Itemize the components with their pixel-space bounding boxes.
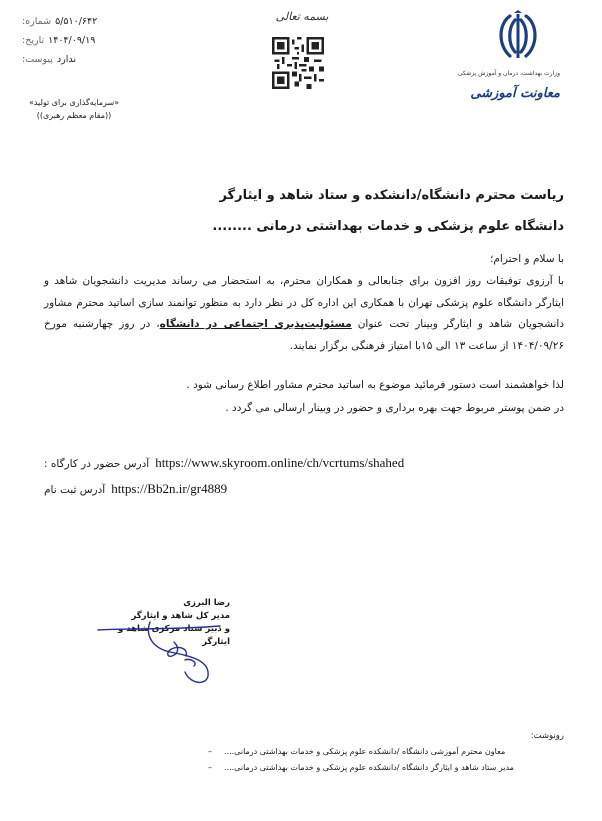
motto-line2: ((مقام معظم رهبری)) bbox=[36, 111, 112, 120]
letter-date-row bbox=[22, 31, 132, 50]
letter-attachment-label: پیوست: bbox=[22, 54, 53, 65]
letter-date-label: تاریخ: bbox=[22, 35, 45, 46]
letter-number-value: ۵/۵۱۰/۶۴۲ bbox=[55, 16, 98, 27]
webinar-title: مسئولیت‌پذیری اجتماعی در دانشگاه bbox=[159, 318, 352, 330]
letter-date-value: ۱۴۰۴/۰۹/۱۹ bbox=[48, 35, 96, 46]
workshop-link-row bbox=[44, 455, 564, 471]
department-name: معاونت آموزشی bbox=[470, 86, 560, 101]
cc-dash: – bbox=[208, 747, 212, 756]
request-line: لذا خواهشمند است دستور فرمائید موضوع به اساتید محترم مشاور اطلاع رسانی شود . bbox=[186, 379, 564, 391]
cc-item bbox=[204, 747, 564, 756]
body-paragraph bbox=[44, 271, 564, 357]
poster-line: در ضمن پوستر مربوط جهت بهره برداری و حضور در وبینار ارسالی می گردد . bbox=[225, 402, 564, 414]
letter-meta bbox=[22, 12, 132, 69]
letter-number-label: شماره: bbox=[22, 16, 52, 27]
signer-name: رضا البرزی bbox=[183, 598, 230, 608]
qr-code-icon bbox=[272, 37, 324, 89]
addressee-line2: دانشگاه علوم پزشکی و خدمات بهداشتی درمانی ........ bbox=[212, 219, 564, 234]
registration-link-label: آدرس ثبت نام bbox=[44, 484, 106, 496]
addressee bbox=[124, 180, 564, 242]
workshop-link[interactable]: https://www.skyroom.online/ch/vcrtums/shahed bbox=[155, 455, 405, 470]
letter-attachment-row bbox=[22, 50, 132, 69]
cc-item-text: مدیر ستاد شاهد و ایثارگر دانشگاه /دانشکده علوم پزشکی و خدمات بهداشتی درمانی.... bbox=[224, 763, 514, 772]
addressee-line1: ریاست محترم دانشگاه/دانشکده و ستاد شاهد و ایثارگر bbox=[219, 188, 564, 203]
workshop-link-label: آدرس حضور در کارگاه : bbox=[44, 458, 150, 470]
letter-attachment-value: ندارد bbox=[56, 54, 77, 65]
registration-link[interactable]: https://Bb2n.ir/gr4889 bbox=[111, 481, 228, 496]
handwritten-signature-icon bbox=[90, 600, 240, 690]
body-text-part2: ، در روز چهارشنبه مورخ ۱۴۰۴/۰۹/۲۶ از ساعت ۱۳ الی ۱۵با امتیاز فرهنگی برگزار نمایند. bbox=[44, 318, 564, 352]
cc-item-text: معاون محترم آموزشی دانشگاه /دانشکده علوم پزشکی و خدمات بهداشتی درمانی.... bbox=[224, 747, 506, 756]
cc-title: رونوشت: bbox=[530, 731, 564, 741]
motto-line1: «سرمایه‌گذاری برای تولید» bbox=[28, 98, 120, 107]
iran-emblem-icon bbox=[488, 10, 548, 62]
letter-number-row bbox=[22, 12, 132, 31]
cc-item bbox=[204, 763, 564, 772]
registration-link-row bbox=[44, 481, 564, 497]
bismillah: بسمه تعالی bbox=[275, 10, 329, 23]
signer-title1: مدیر کل شاهد و ایثارگر bbox=[131, 611, 230, 621]
signer-title2: و دبیر ستاد مرکزی شاهد و ایثارگر bbox=[118, 624, 230, 647]
body-text-part1: با آرزوی توفیقات روز افزون برای جنابعالی و همکاران محترم، به استحضار می رساند مدیریت دانشجویان شاهد و ایثارگر دانشگاه علوم پزشکی تهران با همکاری این اداره کل در نظر دارد به منظور توانمند سازی اساتید محترم مشاور دانشجویان شاهد و ایثارگر وبینار تحت عنوان bbox=[44, 275, 564, 330]
greeting: با سلام و احترام؛ bbox=[490, 253, 564, 265]
ministry-name: وزارت بهداشت، درمان و آموزش پزشکی bbox=[457, 70, 560, 77]
motto bbox=[14, 96, 134, 122]
cc-dash: – bbox=[208, 763, 212, 772]
